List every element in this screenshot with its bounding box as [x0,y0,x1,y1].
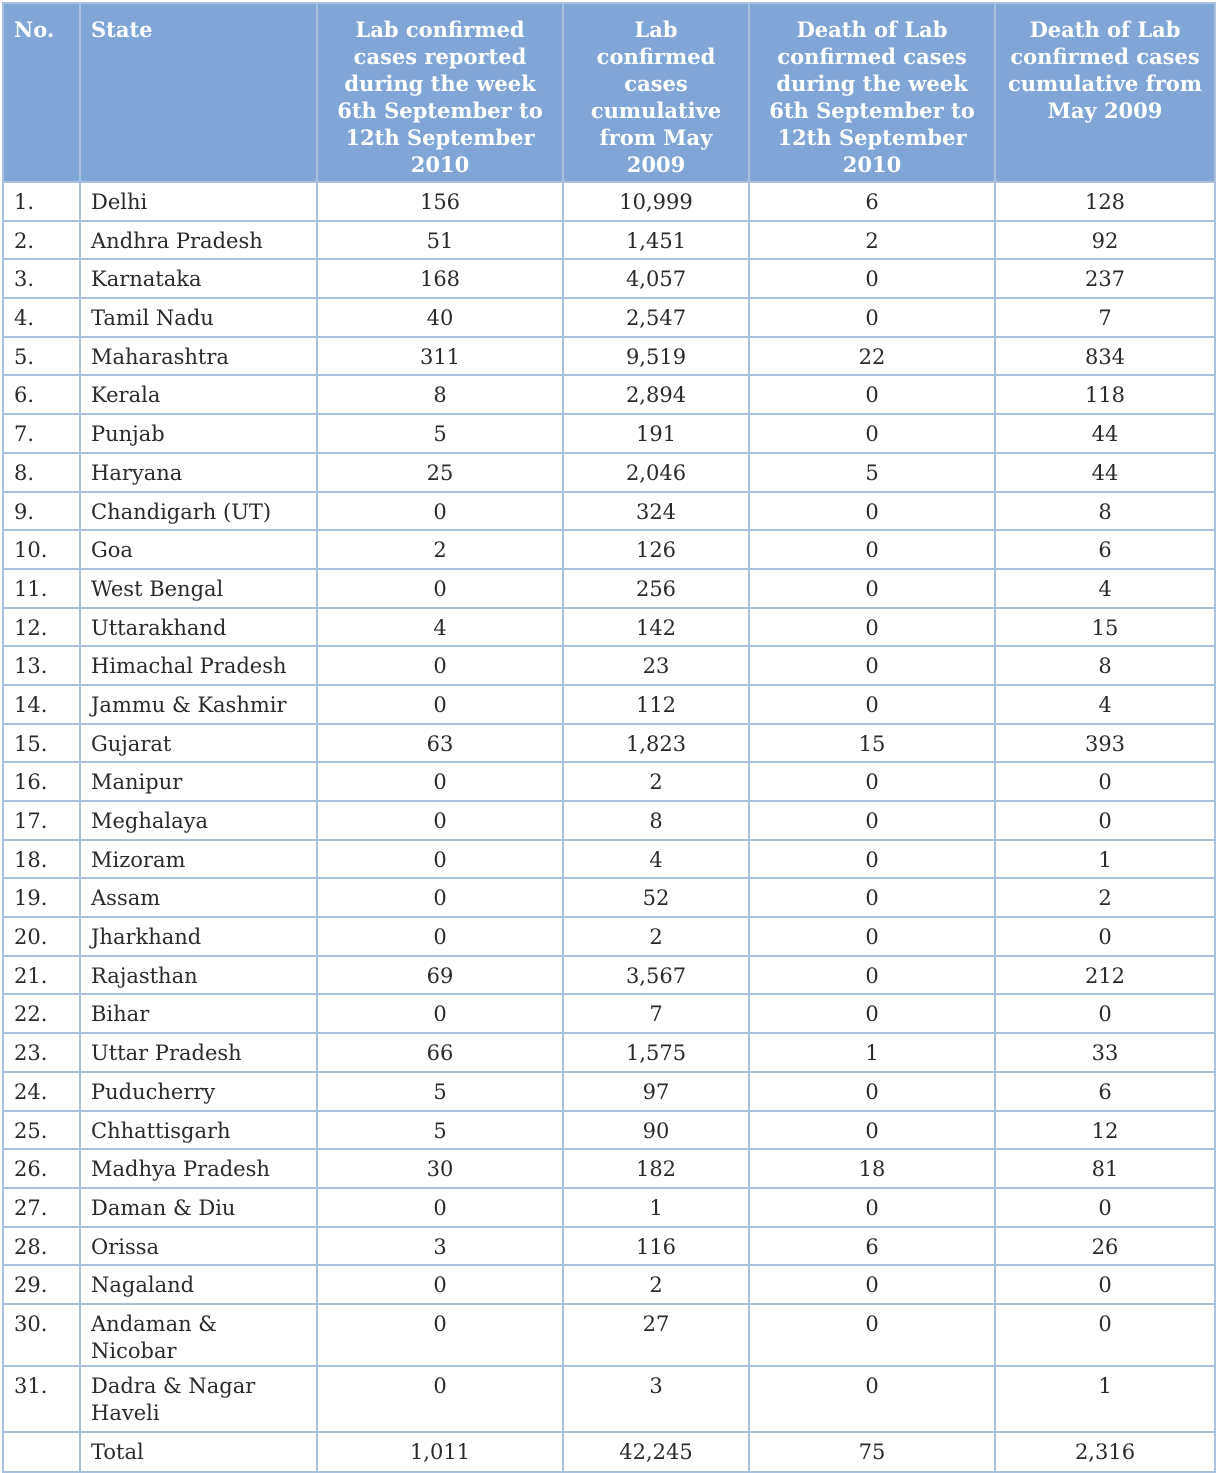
cell-weekly-cases: 0 [317,1366,563,1432]
cell-state: Chhattisgarh [80,1111,317,1150]
cell-cumulative-deaths: 6 [995,1072,1215,1111]
cell-weekly-deaths: 0 [749,1304,995,1366]
cell-state: Meghalaya [80,801,317,840]
cell-state: Rajasthan [80,956,317,995]
cell-cumulative-deaths: 0 [995,1188,1215,1227]
cell-weekly-deaths: 15 [749,724,995,763]
cell-state: Andaman & Nicobar [80,1304,317,1366]
cell-weekly-deaths: 0 [749,878,995,917]
total-weekly-cases: 1,011 [317,1432,563,1472]
cell-weekly-cases: 0 [317,1188,563,1227]
cell-no: 14. [3,685,80,724]
cell-state: Jharkhand [80,917,317,956]
cell-cumulative-cases: 2 [563,1265,749,1304]
cell-weekly-cases: 0 [317,569,563,608]
table-row [3,569,1215,608]
cell-weekly-deaths: 0 [749,917,995,956]
cell-weekly-deaths: 0 [749,762,995,801]
table-row [3,492,1215,531]
table-row [3,840,1215,879]
table-row [3,917,1215,956]
table-row [3,182,1215,221]
cell-weekly-deaths: 0 [749,1188,995,1227]
cell-cumulative-deaths: 0 [995,801,1215,840]
total-row [3,1432,1215,1472]
cell-cumulative-deaths: 128 [995,182,1215,221]
cell-no: 8. [3,453,80,492]
cell-cumulative-cases: 324 [563,492,749,531]
cell-state: Orissa [80,1227,317,1266]
cell-cumulative-deaths: 2 [995,878,1215,917]
table-row [3,878,1215,917]
cell-weekly-deaths: 18 [749,1149,995,1188]
cell-cumulative-deaths: 44 [995,453,1215,492]
table-row [3,1227,1215,1266]
cell-no: 29. [3,1265,80,1304]
table-body [3,182,1215,1472]
cell-cumulative-cases: 126 [563,530,749,569]
cell-weekly-cases: 168 [317,259,563,298]
cell-no: 21. [3,956,80,995]
cell-weekly-cases: 0 [317,646,563,685]
cell-no: 18. [3,840,80,879]
header-no: No. [3,3,80,182]
cell-weekly-cases: 30 [317,1149,563,1188]
cell-state: Assam [80,878,317,917]
cell-cumulative-deaths: 4 [995,569,1215,608]
cell-cumulative-cases: 1,823 [563,724,749,763]
cell-cumulative-cases: 2 [563,762,749,801]
cell-state: Uttar Pradesh [80,1033,317,1072]
cell-weekly-cases: 8 [317,375,563,414]
table-row [3,685,1215,724]
cell-weekly-deaths: 6 [749,182,995,221]
cell-cumulative-deaths: 0 [995,1265,1215,1304]
header-cumulative-deaths: Death of Lab confirmed cases cumulative from May 2009 [995,3,1215,182]
cell-weekly-cases: 63 [317,724,563,763]
table-row [3,1033,1215,1072]
cell-cumulative-cases: 1,451 [563,221,749,260]
cell-cumulative-deaths: 26 [995,1227,1215,1266]
cell-cumulative-deaths: 8 [995,492,1215,531]
cell-cumulative-deaths: 118 [995,375,1215,414]
cell-state: Haryana [80,453,317,492]
cell-cumulative-cases: 1 [563,1188,749,1227]
cell-state: Himachal Pradesh [80,646,317,685]
table-row [3,453,1215,492]
cell-weekly-cases: 25 [317,453,563,492]
cell-cumulative-deaths: 7 [995,298,1215,337]
cell-cumulative-cases: 52 [563,878,749,917]
cell-weekly-cases: 0 [317,492,563,531]
cell-cumulative-cases: 9,519 [563,337,749,376]
cell-weekly-deaths: 0 [749,530,995,569]
cell-cumulative-deaths: 92 [995,221,1215,260]
cell-weekly-deaths: 0 [749,1072,995,1111]
cell-weekly-deaths: 22 [749,337,995,376]
table-row [3,414,1215,453]
header-cumulative-cases: Lab confirmed cases cumulative from May 2009 [563,3,749,182]
cell-cumulative-cases: 27 [563,1304,749,1366]
cell-weekly-deaths: 0 [749,375,995,414]
cell-cumulative-cases: 2,894 [563,375,749,414]
cell-weekly-deaths: 0 [749,608,995,647]
cell-no: 25. [3,1111,80,1150]
cell-weekly-cases: 0 [317,762,563,801]
cell-state: Dadra & Nagar Haveli [80,1366,317,1432]
cell-state: Chandigarh (UT) [80,492,317,531]
cell-weekly-deaths: 0 [749,569,995,608]
cell-weekly-deaths: 0 [749,994,995,1033]
cell-no: 2. [3,221,80,260]
total-cumulative-deaths: 2,316 [995,1432,1215,1472]
cell-weekly-cases: 2 [317,530,563,569]
cell-state: Uttarakhand [80,608,317,647]
cell-weekly-cases: 69 [317,956,563,995]
cell-weekly-cases: 311 [317,337,563,376]
cell-cumulative-deaths: 834 [995,337,1215,376]
cell-weekly-deaths: 1 [749,1033,995,1072]
cell-cumulative-deaths: 44 [995,414,1215,453]
total-weekly-deaths: 75 [749,1432,995,1472]
cell-no: 4. [3,298,80,337]
cell-weekly-cases: 4 [317,608,563,647]
cell-no: 6. [3,375,80,414]
table-row [3,1265,1215,1304]
cell-no: 16. [3,762,80,801]
cell-state: Mizoram [80,840,317,879]
cell-state: Gujarat [80,724,317,763]
total-no [3,1432,80,1472]
cell-weekly-cases: 40 [317,298,563,337]
cell-cumulative-cases: 256 [563,569,749,608]
cell-weekly-deaths: 0 [749,298,995,337]
cell-weekly-cases: 0 [317,1265,563,1304]
cell-cumulative-cases: 10,999 [563,182,749,221]
cell-cumulative-cases: 4,057 [563,259,749,298]
cell-cumulative-deaths: 12 [995,1111,1215,1150]
cell-cumulative-deaths: 81 [995,1149,1215,1188]
table-row [3,375,1215,414]
cell-state: Delhi [80,182,317,221]
cell-weekly-cases: 66 [317,1033,563,1072]
cell-cumulative-cases: 2 [563,917,749,956]
cell-state: Manipur [80,762,317,801]
header-weekly-deaths: Death of Lab confirmed cases during the week 6th September to 12th September 2010 [749,3,995,182]
cell-cumulative-cases: 182 [563,1149,749,1188]
table-header [3,3,1215,182]
cell-cumulative-deaths: 1 [995,1366,1215,1432]
header-row [3,3,1215,182]
table-row [3,1072,1215,1111]
cell-cumulative-cases: 97 [563,1072,749,1111]
cell-weekly-cases: 5 [317,414,563,453]
cell-state: Kerala [80,375,317,414]
cell-weekly-deaths: 0 [749,1111,995,1150]
cell-cumulative-cases: 142 [563,608,749,647]
cell-state: Tamil Nadu [80,298,317,337]
cell-no: 26. [3,1149,80,1188]
cell-cumulative-deaths: 0 [995,994,1215,1033]
cell-no: 20. [3,917,80,956]
cell-cumulative-deaths: 33 [995,1033,1215,1072]
cell-weekly-deaths: 0 [749,956,995,995]
cell-no: 5. [3,337,80,376]
cell-no: 12. [3,608,80,647]
cell-weekly-deaths: 0 [749,1265,995,1304]
cell-cumulative-deaths: 6 [995,530,1215,569]
cell-cumulative-deaths: 393 [995,724,1215,763]
table-row [3,259,1215,298]
cell-cumulative-cases: 112 [563,685,749,724]
cell-cumulative-cases: 7 [563,994,749,1033]
cell-cumulative-deaths: 8 [995,646,1215,685]
cell-cumulative-deaths: 0 [995,762,1215,801]
cell-state: Andhra Pradesh [80,221,317,260]
cell-cumulative-deaths: 0 [995,917,1215,956]
cell-cumulative-cases: 191 [563,414,749,453]
cell-weekly-cases: 0 [317,878,563,917]
cell-no: 1. [3,182,80,221]
table-row [3,1188,1215,1227]
cell-state: Jammu & Kashmir [80,685,317,724]
cell-cumulative-deaths: 212 [995,956,1215,995]
cell-cumulative-cases: 3,567 [563,956,749,995]
cell-no: 9. [3,492,80,531]
cell-weekly-deaths: 0 [749,840,995,879]
table-row [3,1304,1215,1366]
cell-weekly-deaths: 2 [749,221,995,260]
cell-weekly-deaths: 0 [749,492,995,531]
cell-weekly-deaths: 0 [749,646,995,685]
table-row [3,994,1215,1033]
table-row [3,724,1215,763]
cell-no: 7. [3,414,80,453]
cell-weekly-cases: 5 [317,1072,563,1111]
cell-state: Punjab [80,414,317,453]
cell-cumulative-deaths: 0 [995,1304,1215,1366]
cell-cumulative-cases: 116 [563,1227,749,1266]
cell-no: 24. [3,1072,80,1111]
cell-state: Goa [80,530,317,569]
cell-cumulative-deaths: 15 [995,608,1215,647]
cell-weekly-deaths: 0 [749,414,995,453]
cell-cumulative-cases: 1,575 [563,1033,749,1072]
cell-cumulative-cases: 8 [563,801,749,840]
cell-weekly-cases: 3 [317,1227,563,1266]
table-row [3,530,1215,569]
cell-cumulative-deaths: 4 [995,685,1215,724]
cell-state: Bihar [80,994,317,1033]
table-row [3,337,1215,376]
cell-state: Puducherry [80,1072,317,1111]
cell-weekly-deaths: 0 [749,801,995,840]
cell-weekly-cases: 5 [317,1111,563,1150]
table-row [3,608,1215,647]
cell-weekly-deaths: 6 [749,1227,995,1266]
table-row [3,298,1215,337]
cell-state: Maharashtra [80,337,317,376]
cell-no: 28. [3,1227,80,1266]
cell-no: 13. [3,646,80,685]
total-label: Total [80,1432,317,1472]
table-row [3,1149,1215,1188]
total-cumulative-cases: 42,245 [563,1432,749,1472]
cell-no: 19. [3,878,80,917]
table-row [3,646,1215,685]
cell-weekly-cases: 0 [317,801,563,840]
cell-no: 15. [3,724,80,763]
table-row [3,956,1215,995]
cell-weekly-deaths: 0 [749,685,995,724]
header-weekly-cases: Lab confirmed cases reported during the week 6th September to 12th September 2010 [317,3,563,182]
cell-no: 22. [3,994,80,1033]
cell-cumulative-cases: 4 [563,840,749,879]
cell-state: Madhya Pradesh [80,1149,317,1188]
cell-weekly-cases: 0 [317,917,563,956]
table-row [3,801,1215,840]
cell-weekly-deaths: 5 [749,453,995,492]
table-row [3,1111,1215,1150]
cell-no: 30. [3,1304,80,1366]
header-state: State [80,3,317,182]
cell-weekly-cases: 0 [317,840,563,879]
cell-state: West Bengal [80,569,317,608]
cell-cumulative-deaths: 237 [995,259,1215,298]
cell-no: 23. [3,1033,80,1072]
cell-weekly-cases: 156 [317,182,563,221]
cell-no: 17. [3,801,80,840]
cell-no: 3. [3,259,80,298]
cell-weekly-cases: 0 [317,1304,563,1366]
table-row [3,762,1215,801]
cell-cumulative-cases: 3 [563,1366,749,1432]
cell-cumulative-cases: 23 [563,646,749,685]
cell-state: Daman & Diu [80,1188,317,1227]
cell-no: 11. [3,569,80,608]
cell-no: 31. [3,1366,80,1432]
table-row [3,1366,1215,1432]
cell-cumulative-cases: 2,046 [563,453,749,492]
cell-state: Nagaland [80,1265,317,1304]
cell-cumulative-deaths: 1 [995,840,1215,879]
h1n1-state-table [2,2,1216,1473]
cell-weekly-deaths: 0 [749,259,995,298]
cell-no: 27. [3,1188,80,1227]
cell-weekly-cases: 51 [317,221,563,260]
cell-no: 10. [3,530,80,569]
cell-state: Karnataka [80,259,317,298]
cell-cumulative-cases: 90 [563,1111,749,1150]
table-row [3,221,1215,260]
cell-weekly-deaths: 0 [749,1366,995,1432]
cell-cumulative-cases: 2,547 [563,298,749,337]
cell-weekly-cases: 0 [317,685,563,724]
cell-weekly-cases: 0 [317,994,563,1033]
